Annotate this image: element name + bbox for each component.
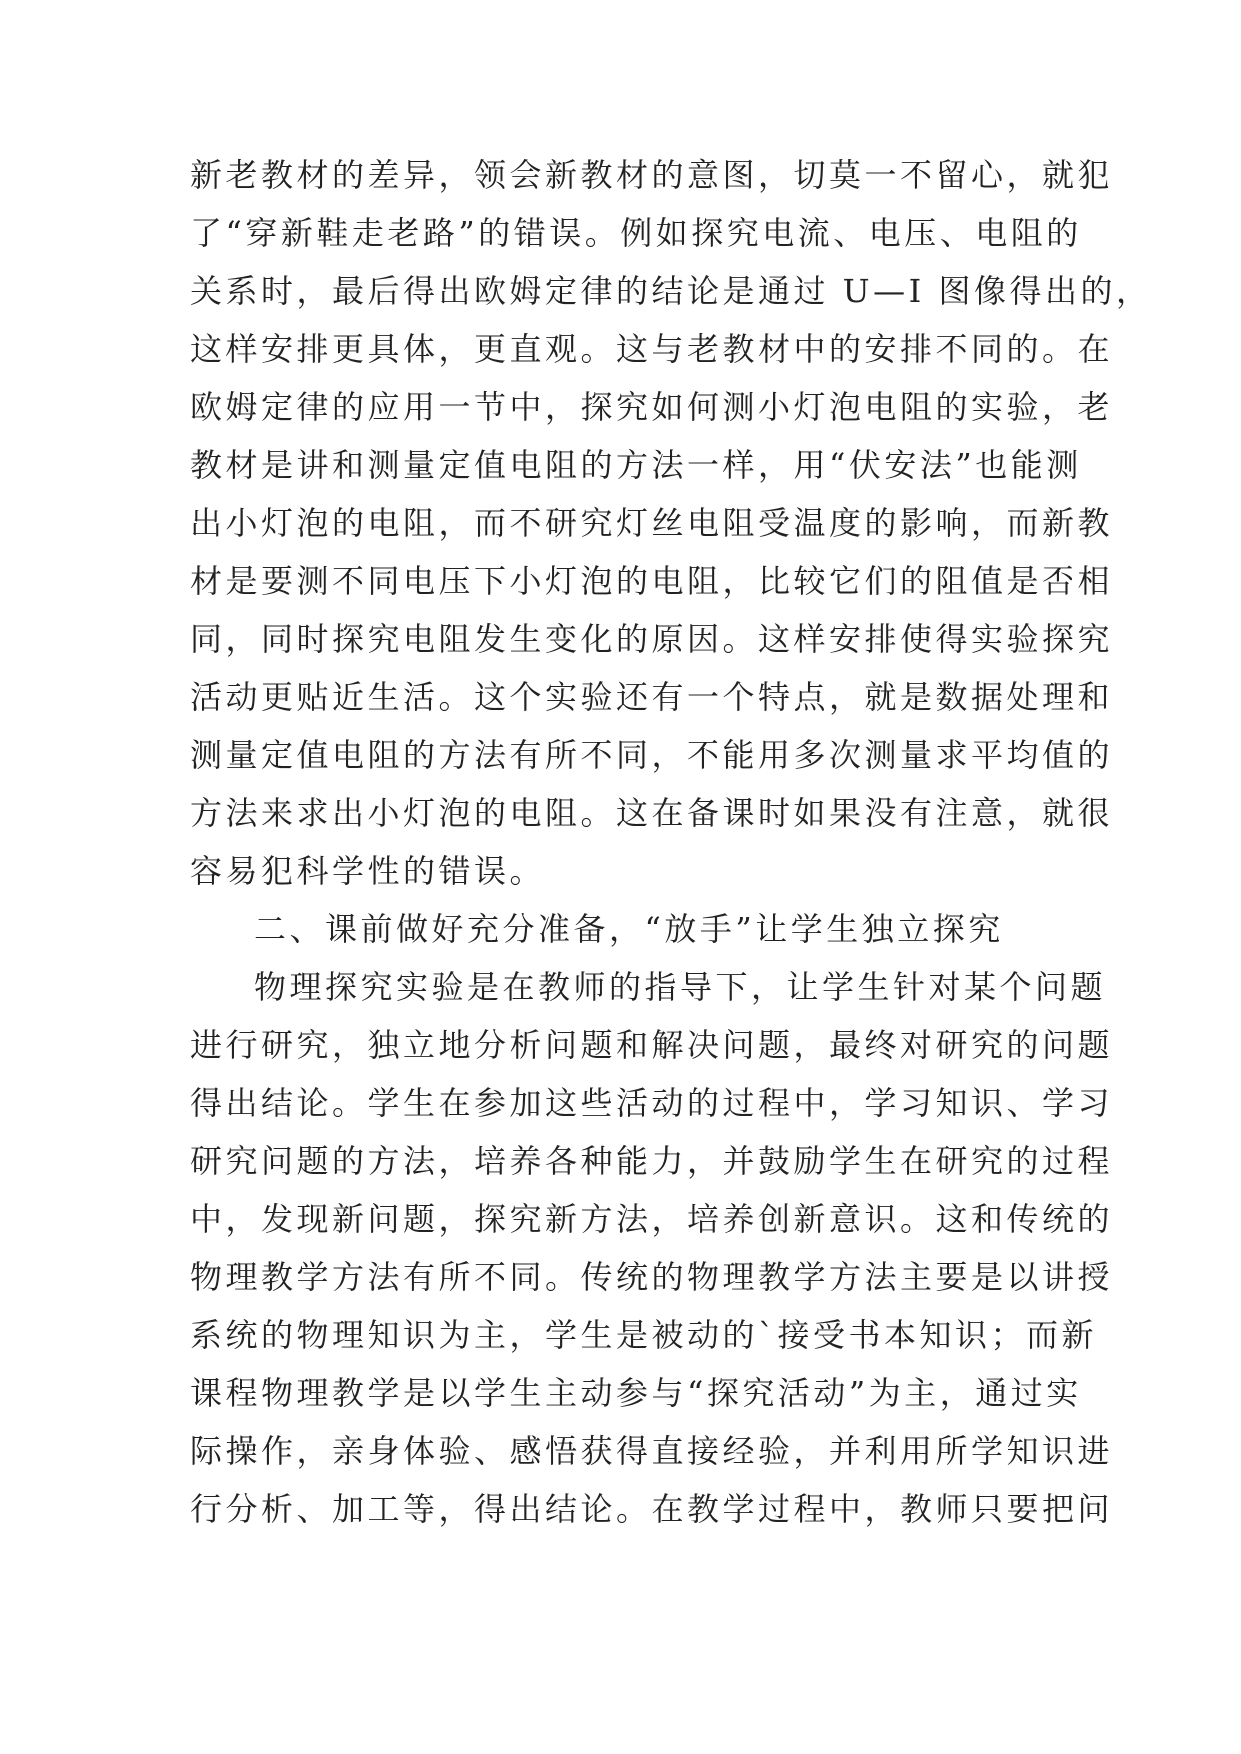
paragraph-line: 关系时，最后得出欧姆定律的结论是通过 U—I 图像得出的，: [190, 272, 1152, 310]
section-heading: 二、课前做好充分准备，“放手”让学生独立探究: [254, 910, 1004, 948]
paragraph-line: 材是要测不同电压下小灯泡的电阻，比较它们的阻值是否相: [190, 562, 1114, 600]
paragraph-line: 得出结论。学生在参加这些活动的过程中，学习知识、学习: [190, 1084, 1114, 1122]
paragraph-line: 方法来求出小灯泡的电阻。这在备课时如果没有注意，就很: [190, 794, 1114, 832]
paragraph-line: 教材是讲和测量定值电阻的方法一样，用“伏安法”也能测: [190, 446, 1082, 484]
paragraph-line: 新老教材的差异，领会新教材的意图，切莫一不留心，就犯: [190, 156, 1114, 194]
paragraph-line: 了“穿新鞋走老路”的错误。例如探究电流、电压、电阻的: [190, 214, 1082, 252]
paragraph-line: 研究问题的方法，培养各种能力，并鼓励学生在研究的过程: [190, 1142, 1114, 1180]
paragraph-line: 中，发现新问题，探究新方法，培养创新意识。这和传统的: [190, 1200, 1114, 1238]
paragraph-line: 课程物理教学是以学生主动参与“探究活动”为主，通过实: [190, 1374, 1082, 1412]
paragraph-line: 物理教学方法有所不同。传统的物理教学方法主要是以讲授: [190, 1258, 1114, 1296]
paragraph-line: 系统的物理知识为主，学生是被动的`接受书本知识；而新: [190, 1316, 1098, 1354]
paragraph-line: 同，同时探究电阻发生变化的原因。这样安排使得实验探究: [190, 620, 1114, 658]
paragraph-line: 容易犯科学性的错误。: [190, 852, 546, 890]
paragraph-line: 这样安排更具体，更直观。这与老教材中的安排不同的。在: [190, 330, 1114, 368]
paragraph-line: 进行研究，独立地分析问题和解决问题，最终对研究的问题: [190, 1026, 1114, 1064]
paragraph-line: 测量定值电阻的方法有所不同，不能用多次测量求平均值的: [190, 736, 1114, 774]
paragraph-line: 行分析、加工等，得出结论。在教学过程中，教师只要把问: [190, 1490, 1114, 1528]
paragraph-line: 出小灯泡的电阻，而不研究灯丝电阻受温度的影响，而新教: [190, 504, 1114, 542]
body-text: [190, 146, 1152, 1538]
paragraph-line: 物理探究实验是在教师的指导下，让学生针对某个问题: [254, 968, 1107, 1006]
paragraph-line: 际操作，亲身体验、感悟获得直接经验，并利用所学知识进: [190, 1432, 1114, 1470]
paragraph-line: 活动更贴近生活。这个实验还有一个特点，就是数据处理和: [190, 678, 1114, 716]
paragraph-line: 欧姆定律的应用一节中，探究如何测小灯泡电阻的实验，老: [190, 388, 1114, 426]
